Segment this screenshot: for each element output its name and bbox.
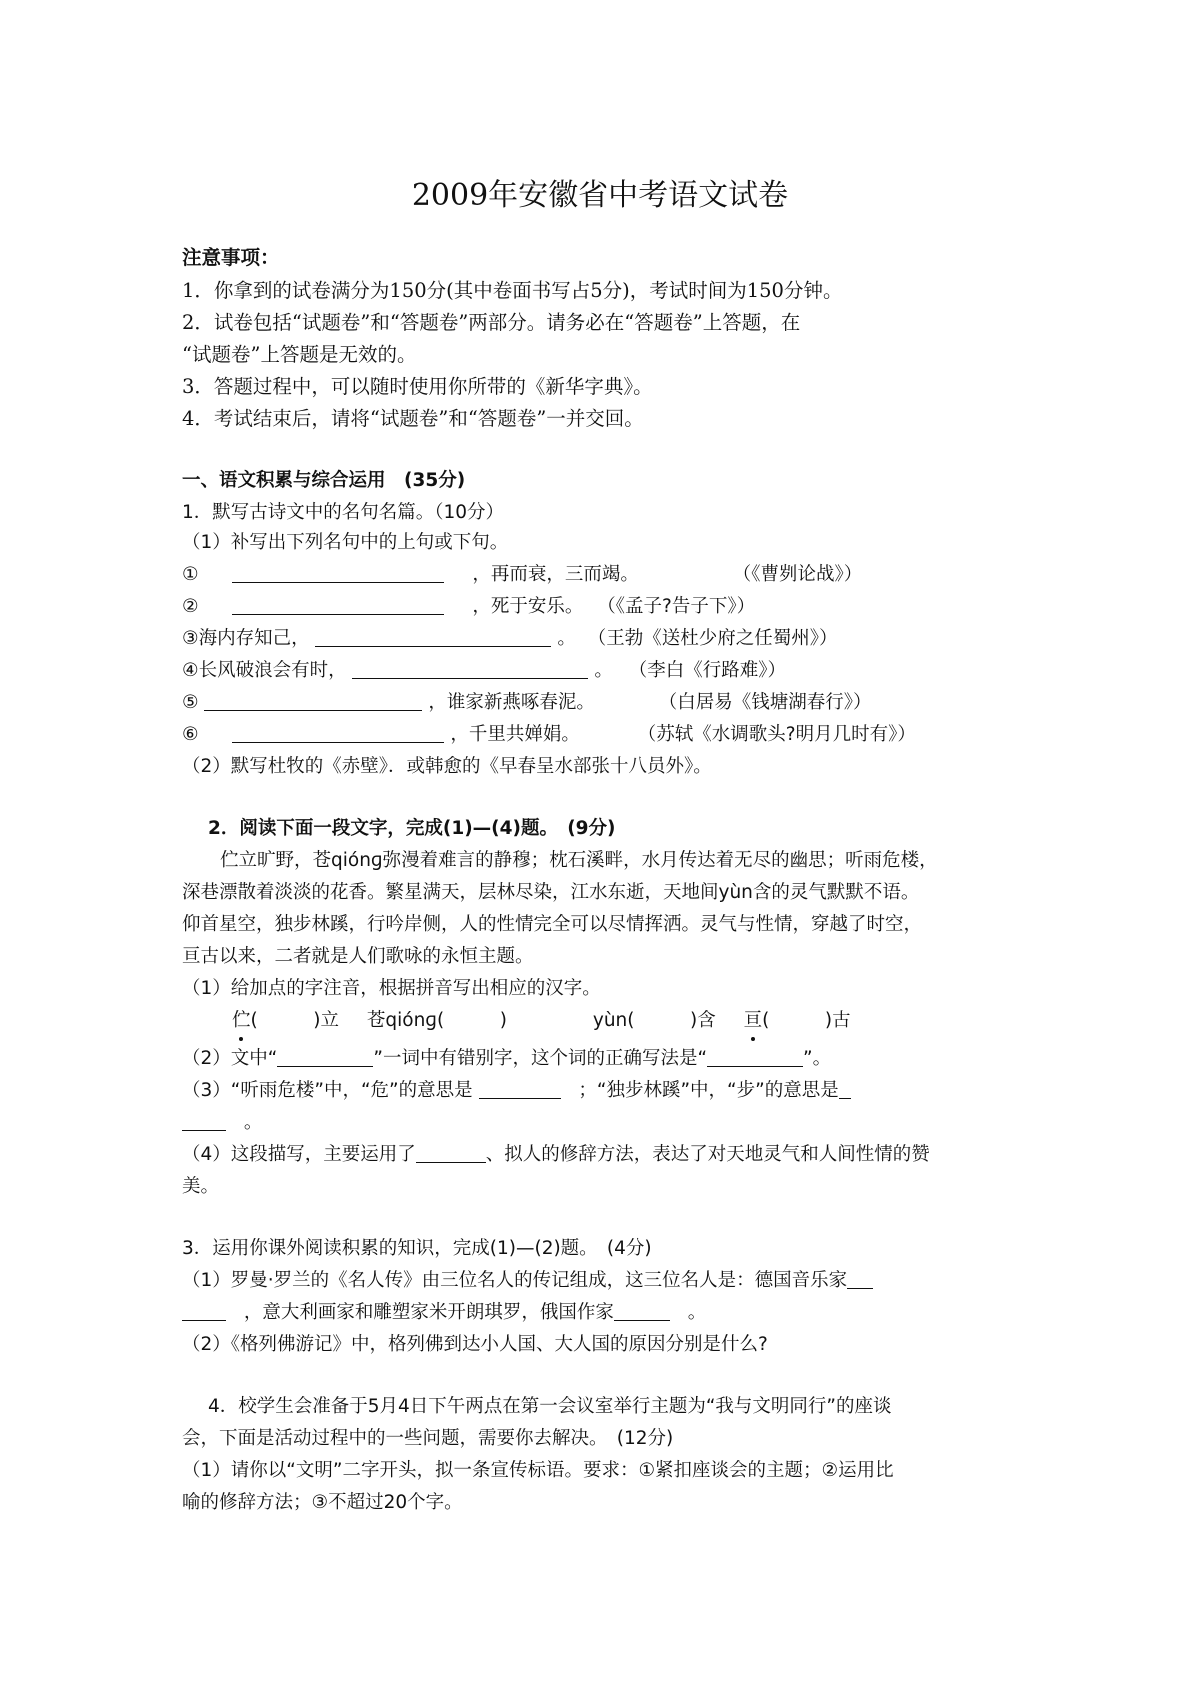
answer-blank[interactable]	[847, 1270, 873, 1289]
item-number: ⑥	[182, 724, 199, 745]
item-number: ②	[182, 596, 199, 617]
answer-paren[interactable]: ( )	[250, 1010, 321, 1031]
q4-sub1-cont: 喻的修辞方法；③不超过20个字。	[182, 1492, 463, 1513]
q3-sub1-cont	[182, 1300, 706, 1326]
q4-sub1: （1）请你以“文明”二字开头，拟一条宣传标语。要求：①紧扣座谈会的主题；②运用比	[182, 1460, 894, 1481]
q-text: （4）这段描写，主要运用了	[182, 1144, 416, 1165]
item-text: ，死于安乐。	[472, 596, 584, 617]
answer-blank[interactable]	[232, 564, 444, 583]
answer-blank[interactable]	[839, 1080, 851, 1099]
q2-passage-line-3: 仰首星空，独步林蹊，行吟岸侧，人的性情完全可以尽情挥洒。灵气与性情，穿越了时空，	[182, 914, 923, 935]
notice-item-1: 1．你拿到的试卷满分为150分(其中卷面书写占5分)，考试时间为150分钟。	[182, 279, 843, 302]
q2-sub2	[182, 1046, 831, 1072]
item-source: （《孟子?告子下》）	[597, 596, 756, 617]
char-text: 立	[320, 1010, 339, 1031]
answer-blank[interactable]	[479, 1080, 561, 1099]
answer-blank[interactable]	[416, 1144, 486, 1163]
q2-passage-line-4: 亘古以来，二者就是人们歌咏的永恒主题。	[182, 946, 534, 967]
answer-blank[interactable]	[182, 1112, 226, 1131]
q3-sub2: （2）《格列佛游记》中，格列佛到达小人国、大人国的原因分别是什么?	[182, 1334, 768, 1355]
q4-stem-line-2: 会，下面是活动过程中的一些问题，需要你去解决。 (12分)	[182, 1428, 674, 1449]
answer-blank[interactable]	[614, 1302, 670, 1321]
q1-item-4	[182, 658, 786, 684]
char-text: 含	[697, 1010, 716, 1031]
answer-blank[interactable]	[315, 628, 551, 647]
q1-item-5	[182, 690, 872, 716]
answer-blank[interactable]	[182, 1302, 226, 1321]
q2-sub4-cont: 美。	[182, 1176, 220, 1197]
q-text: 。	[687, 1302, 707, 1323]
notice-item-2-cont: “试题卷”上答题是无效的。	[182, 343, 417, 366]
q-text: （3）“听雨危楼”中，“危”的意思是	[182, 1080, 473, 1101]
q-text: ，意大利画家和雕塑家米开朗琪罗，俄国作家	[243, 1302, 614, 1323]
item-text: ，千里共婵娟。	[450, 724, 580, 745]
q-text: （1）罗曼·罗兰的《名人传》由三位名人的传记组成，这三位名人是：德国音乐家	[182, 1270, 848, 1291]
notice-item-2: 2．试卷包括“试题卷”和“答题卷”两部分。请务必在“答题卷”上答题，在	[182, 311, 801, 334]
q1-sub2: （2）默写杜牧的《赤壁》．或韩愈的《早春呈水部张十八员外》。	[182, 756, 712, 777]
answer-paren[interactable]: ( )	[762, 1010, 833, 1031]
answer-blank[interactable]	[232, 724, 444, 743]
q2-passage-line-1: 伫立旷野，苍qiónɡ弥漫着难言的静穆；枕石溪畔，水月传达着无尽的幽思；听雨危楼，	[220, 850, 938, 871]
q1-stem: 1．默写古诗文中的名句名篇。（10分）	[182, 502, 505, 523]
answer-blank[interactable]	[352, 660, 588, 679]
q-text: ”。	[803, 1048, 832, 1069]
q2-passage-line-2: 深巷漂散着淡淡的花香。繁星满天，层林尽染，江水东逝，天地间yùn含的灵气默默不语。	[182, 882, 920, 903]
q-text: ”一词中有错别字，这个词的正确写法是“	[373, 1048, 708, 1069]
q3-sub1	[182, 1268, 873, 1294]
item-text: ，谁家新燕啄春泥。	[428, 692, 595, 713]
q-text: 、拟人的修辞方法，表达了对天地灵气和人间性情的赞	[485, 1144, 930, 1165]
item-source: （李白《行路难》）	[628, 660, 787, 681]
notice-item-3: 3．答题过程中，可以随时使用你所带的《新华字典》。	[182, 375, 653, 398]
item-pre: ④长风破浪会有时，	[182, 660, 347, 681]
q4-stem-line-1: 4．校学生会准备于5月4日下午两点在第一会议室举行主题为“我与文明同行”的座谈	[208, 1396, 892, 1417]
item-text: ，再而衰，三而竭。	[472, 564, 639, 585]
item-source: （苏轼《水调歌头?明月几时有》）	[637, 724, 916, 745]
answer-blank[interactable]	[204, 692, 422, 711]
page-title: 2009年安徽省中考语文试卷	[411, 178, 789, 213]
answer-blank[interactable]	[707, 1048, 803, 1067]
item-pre: ③海内存知己，	[182, 628, 310, 649]
q1-item-2	[182, 594, 755, 620]
item-source: （王勃《送杜少府之任蜀州》）	[587, 628, 838, 649]
notice-heading: 注意事项：	[182, 246, 280, 269]
q2-sub3-cont	[182, 1110, 262, 1136]
char-text: 古	[832, 1010, 851, 1031]
dotted-char: 伫	[232, 1008, 251, 1034]
q3-stem: 3．运用你课外阅读积累的知识，完成(1)—(2)题。 (4分)	[182, 1238, 652, 1259]
section-1-heading: 一、语文积累与综合运用 (35分)	[182, 470, 466, 491]
q1-sub1: （1）补写出下列名句中的上句或下句。	[182, 532, 509, 553]
answer-blank[interactable]	[232, 596, 444, 615]
q-text: （2）文中“	[182, 1048, 278, 1069]
notice-item-4: 4．考试结束后，请将“试题卷”和“答题卷”一并交回。	[182, 407, 644, 430]
pinyin-text: qiónɡ	[385, 1010, 438, 1031]
item-post: 。	[557, 628, 576, 649]
char-text: 苍	[366, 1010, 386, 1031]
q1-item-1	[182, 562, 862, 588]
item-source: （《曹刿论战》）	[732, 564, 863, 585]
q2-sub1: （1）给加点的字注音，根据拼音写出相应的汉字。	[182, 978, 601, 999]
answer-blank[interactable]	[277, 1048, 373, 1067]
item-number: ⑤	[182, 692, 199, 713]
q-text: ；“独步林蹊”中，“步”的意思是	[578, 1080, 839, 1101]
item-source: （白居易《钱塘湖春行》）	[658, 692, 872, 713]
q2-sub4	[182, 1142, 930, 1168]
item-number: ①	[182, 564, 199, 585]
q1-item-3	[182, 626, 838, 652]
q2-pinyin-row	[232, 1008, 851, 1034]
q1-item-6	[182, 722, 916, 748]
q-text: 。	[243, 1112, 263, 1133]
answer-paren[interactable]: ( )	[627, 1010, 698, 1031]
q2-stem: 2．阅读下面一段文字，完成(1)—(4)题。 (9分)	[208, 818, 616, 839]
item-post: 。	[594, 660, 613, 681]
answer-paren[interactable]: ( )	[437, 1010, 507, 1031]
q2-sub3	[182, 1078, 851, 1104]
dotted-char: 亘	[744, 1008, 763, 1034]
pinyin-text: yùn	[592, 1010, 628, 1031]
